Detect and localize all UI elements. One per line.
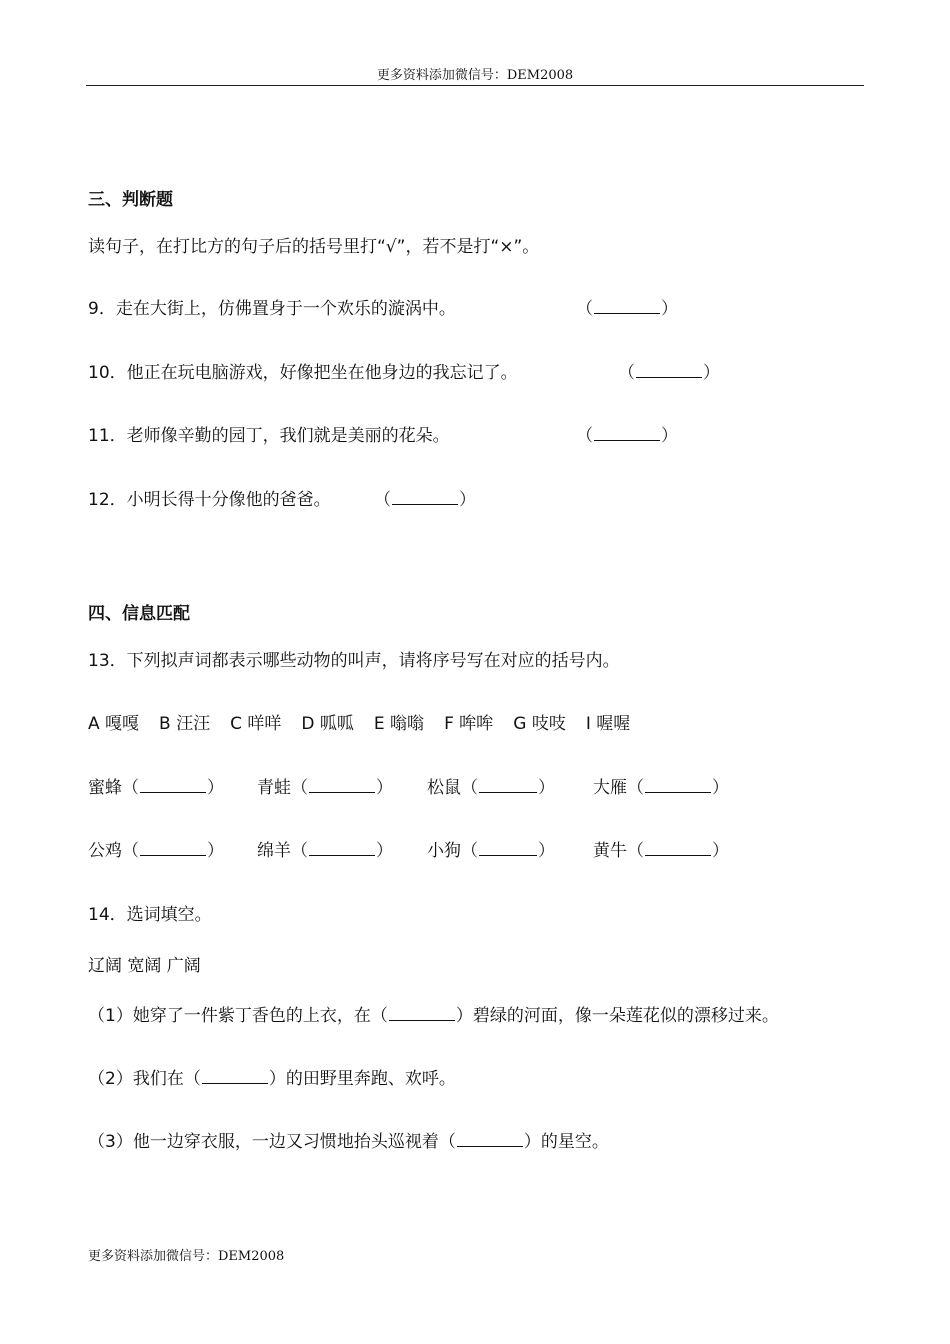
section-instruction: 读句子，在打比方的句子后的括号里打“√”，若不是打“×”。 xyxy=(88,237,540,257)
open-paren: （ xyxy=(461,841,478,861)
blank-line[interactable] xyxy=(140,840,206,856)
word-choices: 辽阔 宽阔 广阔 xyxy=(88,956,201,976)
question-number: 10． xyxy=(88,363,127,383)
blank-line[interactable] xyxy=(594,298,660,314)
answer-blank-9[interactable] xyxy=(576,298,678,320)
close-paren: ） xyxy=(703,363,720,383)
match-item-cattle xyxy=(593,840,729,862)
close-paren: ） xyxy=(538,841,555,861)
question-14 xyxy=(88,904,212,926)
open-paren: （ xyxy=(122,778,139,798)
close-paren: ） xyxy=(207,841,224,861)
open-paren: （ xyxy=(618,363,635,383)
page-header: 更多资料添加微信号：DEM2008 xyxy=(86,66,864,86)
close-paren: ） xyxy=(712,778,729,798)
question-text: 选词填空。 xyxy=(126,905,212,925)
open-paren: （ xyxy=(291,778,308,798)
open-paren: （ xyxy=(122,841,139,861)
question-12 xyxy=(88,489,331,511)
question-text: 他正在玩电脑游戏，好像把坐在他身边的我忘记了。 xyxy=(126,363,518,383)
section-title-judgement: 三、判断题 xyxy=(88,190,173,210)
blank-line[interactable] xyxy=(309,777,375,793)
question-number: 9． xyxy=(88,299,116,319)
option-a: A 嘎嘎 xyxy=(88,714,140,734)
blank-line[interactable] xyxy=(457,1131,523,1147)
question-number: 12． xyxy=(88,490,127,510)
fill-item-2 xyxy=(88,1068,456,1090)
item-text-before: 他一边穿衣服，一边又习惯地抬头巡视着（ xyxy=(132,1132,456,1152)
option-e: E 嗡嗡 xyxy=(373,714,425,734)
option-f: F 哞哞 xyxy=(444,714,494,734)
blank-line[interactable] xyxy=(594,425,660,441)
item-text-before: 她穿了一件紫丁香色的上衣，在（ xyxy=(132,1006,388,1026)
options-list xyxy=(88,713,630,735)
close-paren: ） xyxy=(459,490,476,510)
match-item-rooster xyxy=(88,840,224,862)
open-paren: （ xyxy=(627,841,644,861)
question-number: 13． xyxy=(88,651,127,671)
question-text: 下列拟声词都表示哪些动物的叫声，请将序号写在对应的括号内。 xyxy=(126,651,620,671)
option-c: C 咩咩 xyxy=(230,714,282,734)
question-text: 老师像辛勤的园丁，我们就是美丽的花朵。 xyxy=(126,426,450,446)
section-title-matching: 四、信息匹配 xyxy=(88,604,190,624)
animal-label: 青蛙 xyxy=(257,778,291,798)
question-9 xyxy=(88,298,456,320)
close-paren: ） xyxy=(661,299,678,319)
blank-line[interactable] xyxy=(636,362,702,378)
item-text-before: 我们在（ xyxy=(132,1069,201,1089)
answer-blank-11[interactable] xyxy=(576,425,678,447)
animal-label: 大雁 xyxy=(593,778,627,798)
match-item-sheep xyxy=(257,840,393,862)
item-text-after: ）的星空。 xyxy=(523,1132,609,1152)
animal-label: 松鼠 xyxy=(427,778,461,798)
answer-blank-10[interactable] xyxy=(618,362,720,384)
blank-line[interactable] xyxy=(479,840,537,856)
item-text-after: ）碧绿的河面，像一朵莲花似的漂移过来。 xyxy=(455,1006,779,1026)
match-item-goose xyxy=(593,777,729,799)
question-number: 11． xyxy=(88,426,127,446)
option-d: D 呱呱 xyxy=(301,714,354,734)
close-paren: ） xyxy=(538,778,555,798)
answer-blank-12[interactable] xyxy=(374,489,476,511)
match-item-bee xyxy=(88,777,224,799)
close-paren: ） xyxy=(376,841,393,861)
animal-label: 绵羊 xyxy=(257,841,291,861)
open-paren: （ xyxy=(576,299,593,319)
question-10 xyxy=(88,362,518,384)
close-paren: ） xyxy=(376,778,393,798)
match-item-squirrel xyxy=(427,777,555,799)
blank-line[interactable] xyxy=(479,777,537,793)
match-item-dog xyxy=(427,840,555,862)
open-paren: （ xyxy=(291,841,308,861)
item-text-after: ）的田野里奔跑、欢呼。 xyxy=(268,1069,456,1089)
item-label: （1） xyxy=(88,1006,133,1026)
animal-label: 蜜蜂 xyxy=(88,778,122,798)
option-g: G 吱吱 xyxy=(513,714,566,734)
item-label: （2） xyxy=(88,1069,133,1089)
close-paren: ） xyxy=(712,841,729,861)
item-label: （3） xyxy=(88,1132,133,1152)
open-paren: （ xyxy=(576,426,593,446)
close-paren: ） xyxy=(207,778,224,798)
open-paren: （ xyxy=(461,778,478,798)
animal-label: 公鸡 xyxy=(88,841,122,861)
animal-label: 黄牛 xyxy=(593,841,627,861)
blank-line[interactable] xyxy=(140,777,206,793)
option-i: I 喔喔 xyxy=(585,714,631,734)
blank-line[interactable] xyxy=(645,840,711,856)
question-13 xyxy=(88,650,620,672)
close-paren: ） xyxy=(661,426,678,446)
blank-line[interactable] xyxy=(202,1068,268,1084)
blank-line[interactable] xyxy=(309,840,375,856)
animal-label: 小狗 xyxy=(427,841,461,861)
fill-item-3 xyxy=(88,1131,609,1153)
option-b: B 汪汪 xyxy=(159,714,211,734)
open-paren: （ xyxy=(374,490,391,510)
match-item-frog xyxy=(257,777,393,799)
blank-line[interactable] xyxy=(645,777,711,793)
page-footer: 更多资料添加微信号：DEM2008 xyxy=(88,1249,285,1264)
question-number: 14． xyxy=(88,905,127,925)
question-text: 小明长得十分像他的爸爸。 xyxy=(126,490,331,510)
blank-line[interactable] xyxy=(392,489,458,505)
fill-item-1 xyxy=(88,1005,779,1027)
blank-line[interactable] xyxy=(389,1005,455,1021)
question-text: 走在大街上，仿佛置身于一个欢乐的漩涡中。 xyxy=(115,299,456,319)
open-paren: （ xyxy=(627,778,644,798)
question-11 xyxy=(88,425,450,447)
